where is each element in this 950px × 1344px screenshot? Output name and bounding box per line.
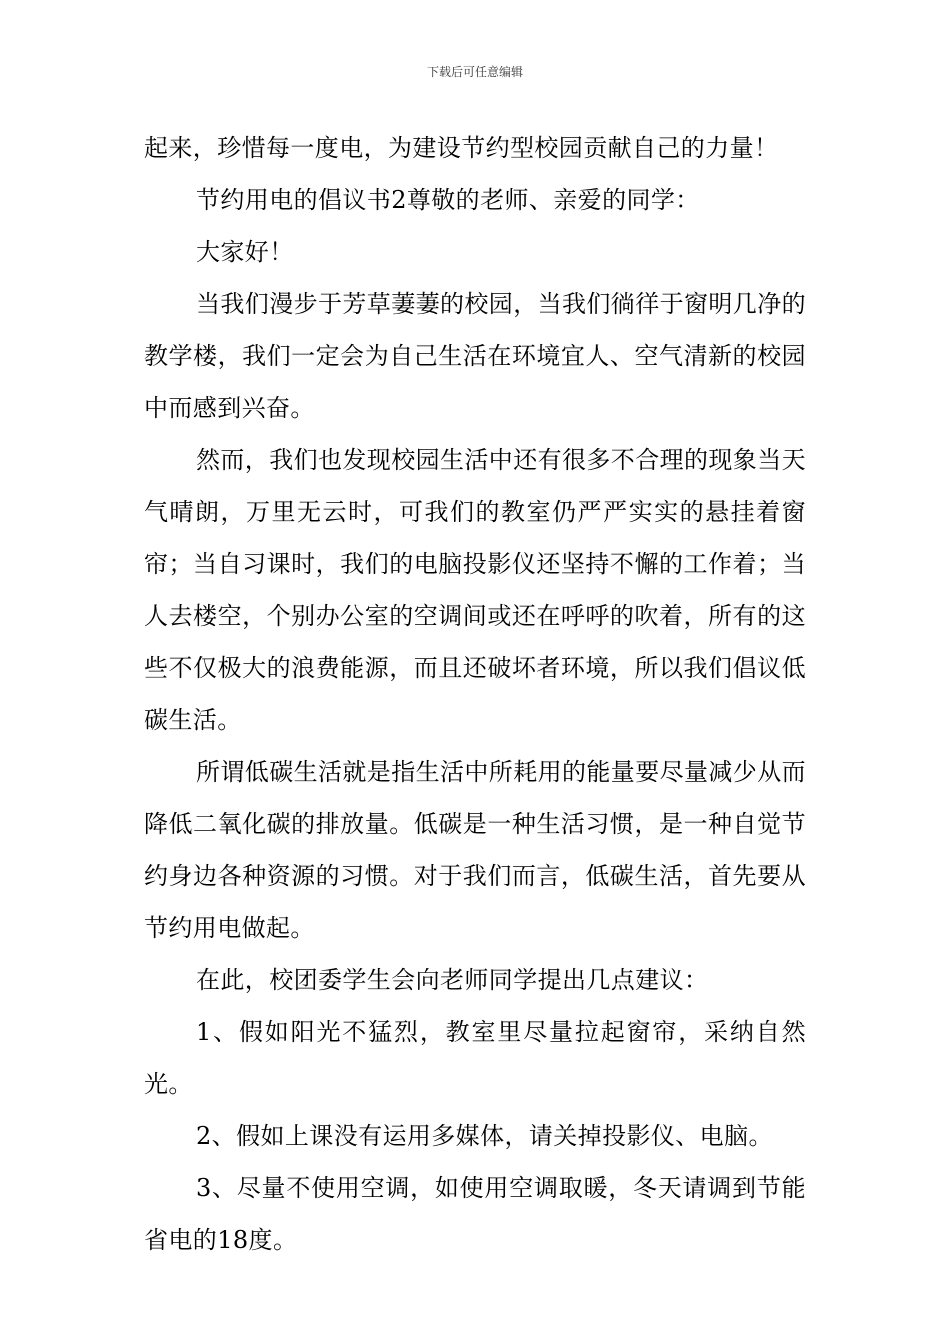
paragraph-suggestions-intro: 在此，校团委学生会向老师同学提出几点建议： <box>196 966 709 994</box>
paragraph-campus: 当我们漫步于芳草萋萋的校园，当我们徜徉于窗明几净的教学楼，我们一定会为自己生活在环境宜人、空气清新的校园中而感到兴奋。 <box>144 290 806 422</box>
page-header-note: 下载后可任意编辑 <box>426 65 523 79</box>
paragraph-problems: 然而，我们也发现校园生活中还有很多不合理的现象当天气晴朗，万里无云时，可我们的教室仍严严实实的悬挂着窗帘；当自习课时，我们的电脑投影仪还坚持不懈的工作着；当人去楼空，个别办公室的空调间或还在呼呼的吹着，所有的这些不仅极大的浪费能源，而且还破坏者环境，所以我们倡议低碳生活。 <box>144 446 806 734</box>
paragraph-greeting: 大家好！ <box>196 238 294 266</box>
suggestion-item-1: 1、假如阳光不猛烈，教室里尽量拉起窗帘，采纳自然光。 <box>144 1018 806 1098</box>
document-body <box>144 122 806 1266</box>
suggestion-item-3: 3、尽量不使用空调，如使用空调取暖，冬天请调到节能省电的18度。 <box>144 1174 806 1254</box>
paragraph-continuation: 起来，珍惜每一度电，为建设节约型校园贡献自己的力量！ <box>144 134 779 162</box>
paragraph-title-salutation: 节约用电的倡议书2尊敬的老师、亲爱的同学： <box>196 186 700 214</box>
suggestion-item-2: 2、假如上课没有运用多媒体，请关掉投影仪、电脑。 <box>196 1122 773 1150</box>
paragraph-low-carbon: 所谓低碳生活就是指生活中所耗用的能量要尽量减少从而降低二氧化碳的排放量。低碳是一种生活习惯，是一种自觉节约身边各种资源的习惯。对于我们而言，低碳生活，首先要从节约用电做起。 <box>144 758 806 942</box>
